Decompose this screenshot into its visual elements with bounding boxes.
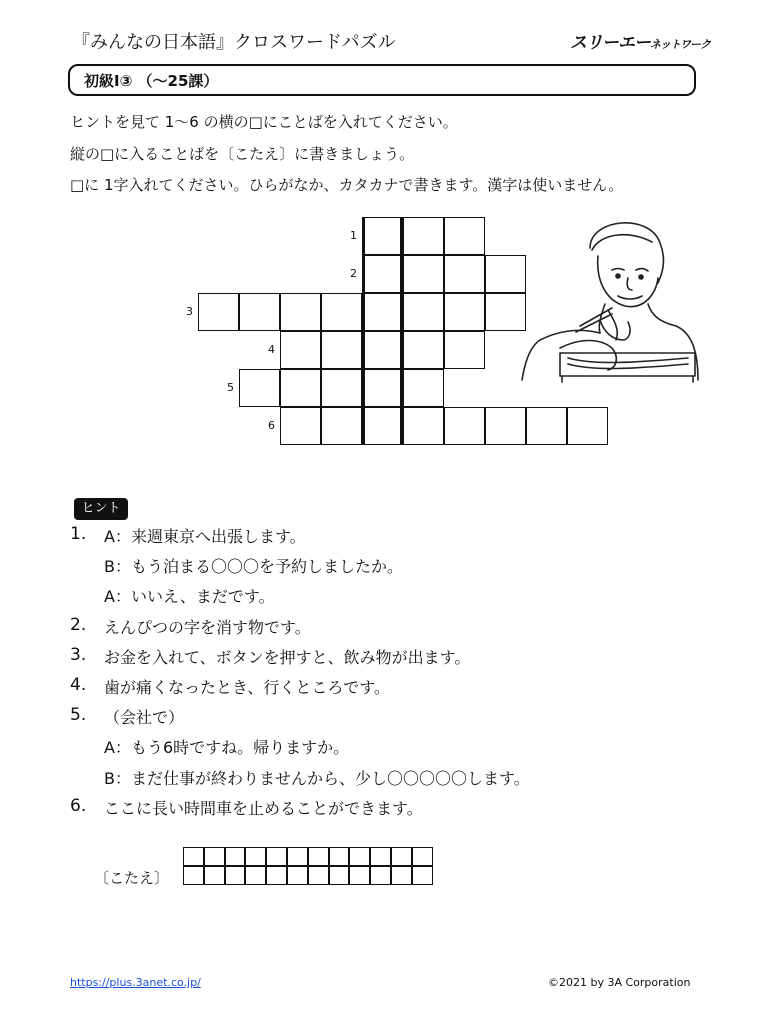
answer-box[interactable] bbox=[225, 866, 246, 885]
hint-line: （会社で） bbox=[104, 708, 185, 728]
crossword-cell[interactable] bbox=[321, 369, 362, 407]
instruction-2: 縦の□に入ることばを〔こたえ〕に書きましょう。 bbox=[70, 145, 415, 163]
hint-line: お金を入れて、ボタンを押すと、飲み物が出ます。 bbox=[104, 647, 471, 667]
hint-line: B：もう泊まる〇〇〇を予約しましたか。 bbox=[104, 557, 403, 577]
crossword-cell[interactable] bbox=[280, 407, 321, 445]
answer-box[interactable] bbox=[370, 866, 391, 885]
crossword-cell[interactable] bbox=[444, 331, 485, 369]
crossword-cell[interactable] bbox=[239, 293, 280, 331]
hint-line: えんぴつの字を消す物です。 bbox=[104, 617, 311, 637]
answer-box[interactable] bbox=[329, 866, 350, 885]
crossword-cell[interactable] bbox=[403, 293, 444, 331]
crossword-cell[interactable] bbox=[321, 293, 362, 331]
answer-box[interactable] bbox=[183, 847, 204, 866]
row-number: 1 bbox=[350, 229, 357, 242]
hint-line: ここに長い時間車を止めることができます。 bbox=[104, 798, 423, 818]
answer-box[interactable] bbox=[329, 847, 350, 866]
answer-box[interactable] bbox=[349, 847, 370, 866]
man-eating-noodles-illustration bbox=[520, 208, 700, 383]
answer-box[interactable] bbox=[412, 847, 433, 866]
answer-box[interactable] bbox=[308, 847, 329, 866]
crossword-cell[interactable] bbox=[403, 217, 444, 255]
crossword-key-cell[interactable] bbox=[362, 293, 403, 331]
instruction-3: □に 1字入れてください。ひらがなか、カタカナで書きます。漢字は使いません。 bbox=[70, 176, 624, 194]
crossword-cell[interactable] bbox=[485, 407, 526, 445]
answer-box[interactable] bbox=[245, 866, 266, 885]
row-number: 5 bbox=[227, 381, 234, 394]
answer-box[interactable] bbox=[204, 847, 225, 866]
hint-number: 1. bbox=[70, 524, 87, 544]
crossword-key-cell[interactable] bbox=[362, 217, 403, 255]
crossword-key-cell[interactable] bbox=[362, 369, 403, 407]
row-number: 2 bbox=[350, 267, 357, 280]
page-title: 『みんなの日本語』クロスワードパズル bbox=[72, 32, 396, 53]
crossword-cell[interactable] bbox=[444, 217, 485, 255]
copyright: ©2021 by 3A Corporation bbox=[548, 976, 691, 989]
crossword-cell[interactable] bbox=[403, 255, 444, 293]
hint-line: A：いいえ、まだです。 bbox=[104, 587, 275, 607]
hint-line: A：もう6時ですね。帰りますか。 bbox=[104, 738, 350, 758]
crossword-key-cell[interactable] bbox=[362, 255, 403, 293]
answer-box[interactable] bbox=[245, 847, 266, 866]
crossword-cell[interactable] bbox=[198, 293, 239, 331]
crossword-key-cell[interactable] bbox=[362, 331, 403, 369]
answer-box[interactable] bbox=[204, 866, 225, 885]
crossword-cell[interactable] bbox=[444, 255, 485, 293]
hint-line: B：まだ仕事が終わりませんから、少し〇〇〇〇〇します。 bbox=[104, 768, 530, 788]
crossword-cell[interactable] bbox=[567, 407, 608, 445]
answer-box[interactable] bbox=[266, 847, 287, 866]
hint-number: 4. bbox=[70, 675, 87, 695]
brand-name: スリーエー bbox=[570, 33, 650, 53]
hint-line: 歯が痛くなったとき、行くところです。 bbox=[104, 678, 390, 697]
hint-badge: ヒント bbox=[74, 498, 128, 520]
crossword-cell[interactable] bbox=[280, 369, 321, 407]
crossword-key-cell[interactable] bbox=[362, 407, 403, 445]
hint-line: A：来週東京へ出張します。 bbox=[104, 527, 306, 546]
crossword-cell[interactable] bbox=[444, 407, 485, 445]
brand-logo bbox=[570, 28, 710, 53]
crossword-cell[interactable] bbox=[239, 369, 280, 407]
answer-box[interactable] bbox=[391, 847, 412, 866]
answer-box[interactable] bbox=[349, 866, 370, 885]
crossword-cell[interactable] bbox=[321, 331, 362, 369]
brand-sub: ネットワーク bbox=[650, 38, 710, 51]
answer-box[interactable] bbox=[287, 847, 308, 866]
hint-number: 6. bbox=[70, 795, 87, 816]
level-label: 初級Ⅰ③ （～25課） bbox=[84, 72, 219, 90]
row-number: 6 bbox=[268, 419, 275, 432]
crossword-cell[interactable] bbox=[403, 407, 444, 445]
answer-box[interactable] bbox=[412, 866, 433, 885]
answer-box[interactable] bbox=[183, 866, 204, 885]
crossword-cell[interactable] bbox=[321, 407, 362, 445]
row-number: 3 bbox=[186, 305, 193, 318]
answer-box[interactable] bbox=[391, 866, 412, 885]
answer-box[interactable] bbox=[370, 847, 391, 866]
answer-box[interactable] bbox=[308, 866, 329, 885]
hint-number: 3. bbox=[70, 644, 87, 665]
instruction-1: ヒントを見て 1～6 の横の□にことばを入れてください。 bbox=[70, 113, 458, 131]
footer-link[interactable]: https://plus.3anet.co.jp/ bbox=[70, 976, 201, 989]
answer-box[interactable] bbox=[287, 866, 308, 885]
answer-box[interactable] bbox=[225, 847, 246, 866]
crossword-cell[interactable] bbox=[444, 293, 485, 331]
answer-box[interactable] bbox=[266, 866, 287, 885]
hint-number: 5. bbox=[70, 705, 87, 726]
crossword-cell[interactable] bbox=[403, 369, 444, 407]
row-number: 4 bbox=[268, 343, 275, 356]
crossword-cell[interactable] bbox=[403, 331, 444, 369]
crossword-cell[interactable] bbox=[280, 293, 321, 331]
answer-label: 〔こたえ〕 bbox=[94, 869, 170, 887]
hint-number: 2. bbox=[70, 614, 87, 635]
crossword-cell[interactable] bbox=[280, 331, 321, 369]
crossword-cell[interactable] bbox=[526, 407, 567, 445]
